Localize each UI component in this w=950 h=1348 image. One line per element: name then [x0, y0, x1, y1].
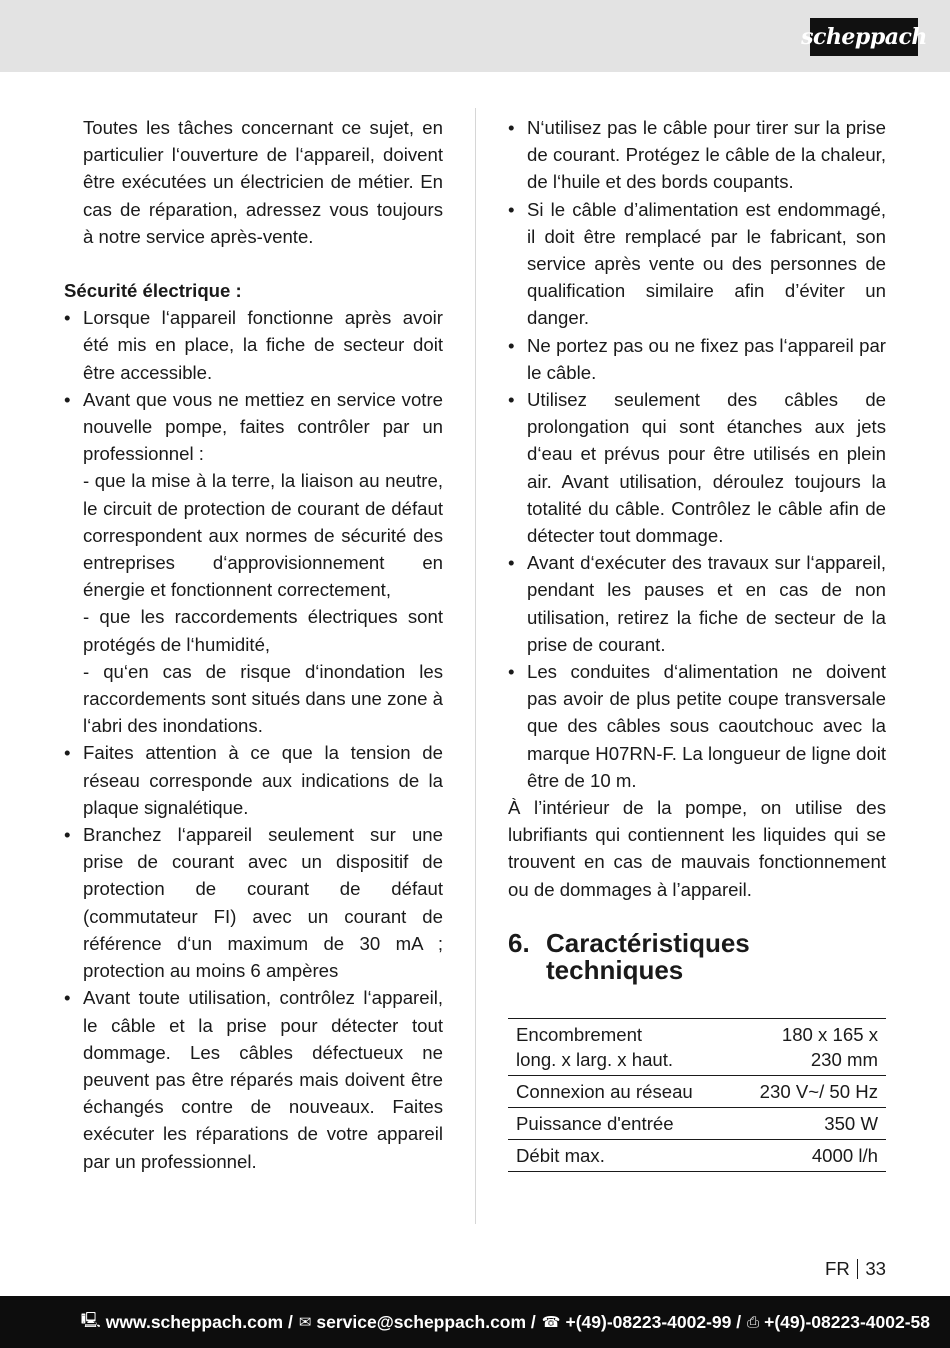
list-item: • Lorsque l‘appareil fonctionne après avoir été mis en place, la fiche de secteur doit être accessible. [64, 307, 443, 383]
spec-value: 4000 l/h [811, 1144, 878, 1166]
list-item: • Avant d‘exécuter des travaux sur l‘appareil, pendant les pauses et en cas de non utilisation, retirez la fiche de secteur de la prise de courant. [508, 552, 886, 655]
column-divider [475, 108, 476, 1224]
list-item: • Branchez l‘appareil seulement sur une prise de courant avec un dispositif de protection de courant de défaut (commutateur FI) avec un courant de référence d‘un maximum de 30 mA ; protection au moins 6 ampères [64, 824, 443, 982]
spec-label: Puissance d'entrée [516, 1112, 674, 1134]
footer-bar [0, 1296, 950, 1348]
specs-table [508, 1018, 886, 1172]
table-row [508, 1018, 886, 1075]
spec-value: 230 V~/ 50 Hz [759, 1080, 878, 1102]
list-item: • N‘utilisez pas le câble pour tirer sur la prise de courant. Protégez le câble de la chaleur, de l‘huile et des bords coupants. [508, 117, 886, 193]
phone-icon: ☎ [541, 1314, 561, 1331]
section-title [508, 927, 886, 985]
sub-item: - que la mise à la terre, la liaison au neutre, le circuit de protection de courant de défaut correspondent aux normes de sécurité des entreprises d‘approvisionnement en énergie et fonctionnent correctement, [83, 470, 443, 601]
section-number: 6. [508, 927, 530, 958]
table-row [508, 1075, 886, 1107]
list-item: • Les conduites d‘alimentation ne doivent pas avoir de plus petite coupe transversale que des câbles sous caoutchouc avec la marque H07RN-F. La longueur de ligne doit être de 10 m. [508, 661, 886, 791]
phone-number: +(49)-08223-4002-99 / [565, 1311, 742, 1332]
spec-label: Débit max. [516, 1144, 605, 1166]
fax-number: +(49)-08223-4002-58 [764, 1311, 930, 1332]
section-title-line: techniques [546, 954, 684, 985]
sub-item: - que les raccordements électriques sont protégés de l‘humidité, [83, 606, 443, 655]
list-item: • Avant toute utilisation, contrôlez l‘appareil, le câble et la prise pour détecter tout dommage. Les câbles défectueux ne peuvent pas être réparés mais doivent être échangés contre de nouveaux. Faites exécuter les réparations de votre appareil par un professionnel. [64, 987, 443, 1172]
scheppach-logo: scheppach [810, 18, 918, 56]
electrical-safety-list [64, 304, 443, 1175]
page-number-value: 33 [865, 1258, 886, 1279]
left-column [64, 114, 443, 1175]
right-column [508, 114, 886, 1172]
spec-value: 350 W [824, 1112, 878, 1134]
list-item: • Si le câble d’alimentation est endommagé, il doit être remplacé par le fabricant, son service après vente ou des personnes de qualification similaire afin d’éviter un danger. [508, 198, 886, 329]
sub-item: - qu‘en cas de risque d‘inondation les raccordements sont situés dans une zone à l‘abri des inondations. [83, 660, 443, 737]
list-item: • Utilisez seulement des câbles de prolongation qui sont étanches aux jets d‘eau et prévus pour être utilisés en plein air. Avant utilisation, déroulez toujours la totalité du câble. Contrôlez le câble afin de détecter tout dommage. [508, 389, 886, 547]
email-link[interactable]: service@scheppach.com / [316, 1311, 536, 1332]
table-row [508, 1107, 886, 1139]
intro-paragraph: Toutes les tâches concernant ce sujet, en particulier l‘ouverture de l‘appareil, doivent être exécutées un électricien de métier. En cas de réparation, adressez vous toujours à notre service après-vente. [83, 117, 443, 247]
table-row [508, 1139, 886, 1171]
list-item: • Avant que vous ne mettiez en service votre nouvelle pompe, faites contrôler par un professionnel : - que la mise à la terre, la liaison au neutre, le circuit de protection de courant de défaut correspondent aux normes de sécurité des entreprises d‘approvisionnement en énergie et fonctionnent correctement, - que les raccordements électriques sont protégés de l‘humidité, - qu‘en cas de risque d‘inondation les raccordements sont situés dans une zone à l‘abri des inondations. [64, 386, 443, 740]
fax-icon: ⎙ [747, 1313, 760, 1331]
language-code: FR [825, 1258, 850, 1279]
lubricant-paragraph: À l’intérieur de la pompe, on utilise des lubrifiants qui contiennent les liquides qui se trouvent en cas de mauvais fonctionnement ou de dommages à l’appareil. [508, 797, 886, 900]
list-item: • Faites attention à ce que la tension de réseau corresponde aux indications de la plaque signalétique. [64, 742, 443, 818]
separator [857, 1259, 859, 1279]
page-number [825, 1258, 886, 1280]
website-link[interactable]: www.scheppach.com / [105, 1311, 293, 1332]
computer-icon: 🖳 [80, 1311, 101, 1329]
spec-label: Encombrement long. x larg. x haut. [516, 1023, 674, 1070]
header-bar [0, 0, 950, 72]
envelope-icon: ✉ [298, 1314, 312, 1331]
section-title-line: Caractéristiques [546, 927, 750, 958]
spec-label: Connexion au réseau [516, 1080, 693, 1102]
list-item: • Ne portez pas ou ne fixez pas l‘appareil par le câble. [508, 334, 886, 383]
cable-safety-list [508, 114, 886, 794]
spec-value: 180 x 165 x 230 mm [781, 1023, 878, 1070]
electrical-safety-heading: Sécurité électrique : [64, 280, 242, 302]
